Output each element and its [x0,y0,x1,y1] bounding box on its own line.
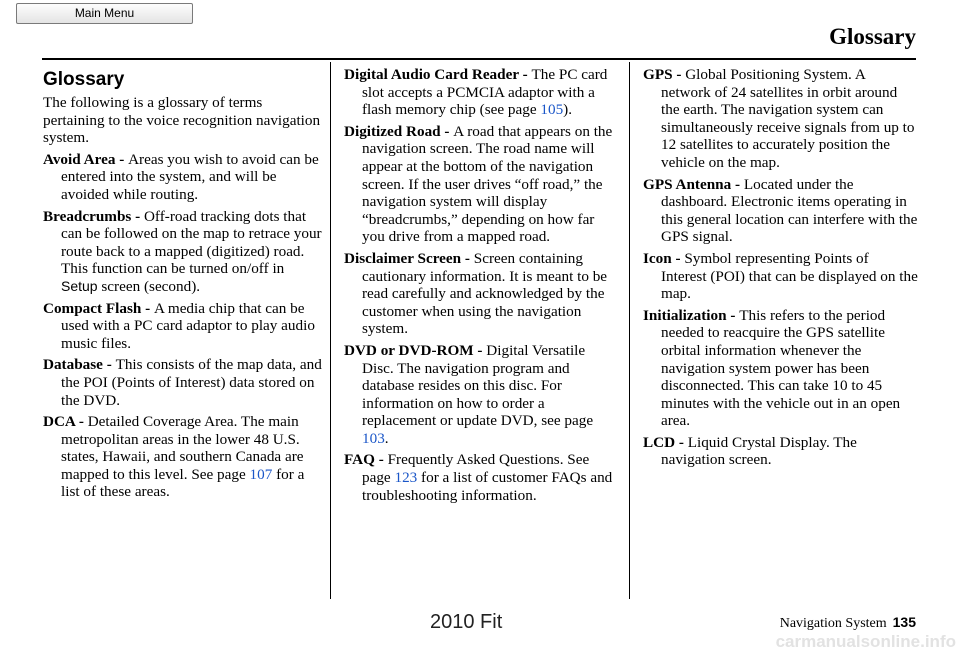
entry-term: DCA - [43,413,88,431]
entry-term: Digital Audio Card Reader - [344,66,532,83]
footer-book-title: Navigation System [779,616,887,631]
glossary-entry-dca: DCA - Detailed Coverage Area. The main metropolitan areas in the lower 48 U.S. states, Hawaii, and southern Canada are mapped to this level. See page 107 for a list of these areas. [43,413,305,501]
glossary-entry-initialization: Initialization - This refers to the period needed to reacquire the GPS satellite orbital information whenever the navigation system power has been disconnected. This can take 10 to 45 minutes with the vehicle out in an open area. [643,306,901,430]
glossary-entry-icon: Icon - Symbol representing Points of Interest (POI) that can be displayed on the map. [643,249,918,303]
header-rule [42,58,916,60]
glossary-entry-faq: FAQ - Frequently Asked Questions. See page 123 for a list of customer FAQs and troubleshooting information. [344,451,613,504]
main-menu-button[interactable]: Main Menu [16,3,193,24]
glossary-entry-lcd: LCD - Liquid Crystal Display. The navigation screen. [643,433,857,469]
setup-screen-label: Setup [61,277,98,294]
glossary-entry-digital-audio-card-reader: Digital Audio Card Reader - The PC card slot accepts a PCMCIA adaptor with a flash memory chip (see page 105). [344,66,608,119]
entry-term: DVD or DVD-ROM - [344,341,487,359]
glossary-entry-breadcrumbs: Breadcrumbs - Off-road tracking dots that can be followed on the map to retrace your route back to a mapped (digitized) road. This function can be turned on/off in Setup screen (second). [43,207,322,295]
column-divider [330,62,331,599]
entry-term: Database - [43,356,116,374]
page-link[interactable]: 105 [540,101,564,119]
page-link[interactable]: 103 [362,429,385,447]
entry-term: Icon - [643,249,685,267]
glossary-entry-gps-antenna: GPS Antenna - Located under the dashboard. Electronic items operating in this general location can interfere with the GPS signal. [643,175,918,246]
entry-term: Breadcrumbs - [43,207,144,225]
watermark: carmanualsonline.info [775,632,956,651]
page-header-title: Glossary [829,24,916,49]
column-left [43,66,324,505]
entry-term: FAQ - [344,451,388,469]
intro-paragraph: The following is a glossary of terms pertaining to the voice recognition navigation system. [43,94,321,147]
footer-page-info [780,614,916,632]
entry-term: GPS - [643,66,686,83]
entry-term: Disclaimer Screen - [344,249,474,267]
entry-term: Compact Flash - [43,299,154,317]
column-divider [629,62,630,599]
glossary-entry-digitized-road: Digitized Road - A road that appears on the navigation screen. The road name will appear at the bottom of the navigation screen. If the user drives “off road,” the navigation system will display “breadcrumbs,” depending on how far you drive from a mapped road. [344,122,613,246]
column-middle [344,66,619,508]
entry-term: Digitized Road - [344,122,454,140]
entry-term: LCD - [643,433,688,451]
glossary-entry-compact-flash: Compact Flash - A media chip that can be used with a PC card adaptor to play audio music files. [43,299,315,352]
entry-term: Initialization - [643,306,740,324]
page-link[interactable]: 107 [249,465,273,483]
glossary-entry-gps: GPS - Global Positioning System. A network of 24 satellites in orbit around the earth. The navigation system can simultaneously receive signals from up to 12 satellites to accurately position the vehicle on the map. [643,66,915,171]
column-right [643,66,918,473]
footer-model: 2010 Fit [430,611,503,633]
page-link[interactable]: 123 [394,469,418,487]
glossary-entry-dvd: DVD or DVD-ROM - Digital Versatile Disc. The navigation program and database resides on this disc. For information on how to order a replacement or update DVD, see page 103. [344,341,594,447]
entry-term: Avoid Area - [43,150,129,168]
glossary-entry-avoid-area: Avoid Area - Areas you wish to avoid can be entered into the system, and will be avoided while routing. [43,150,319,203]
entry-term: GPS Antenna - [643,175,744,193]
page-number: 135 [892,614,916,630]
glossary-entry-database: Database - This consists of the map data, and the POI (Points of Interest) data stored on the DVD. [43,356,322,409]
section-title: Glossary [43,69,125,90]
glossary-entry-disclaimer-screen: Disclaimer Screen - Screen containing cautionary information. It is meant to be read carefully and acknowledged by the customer when using the navigation system. [344,249,608,338]
